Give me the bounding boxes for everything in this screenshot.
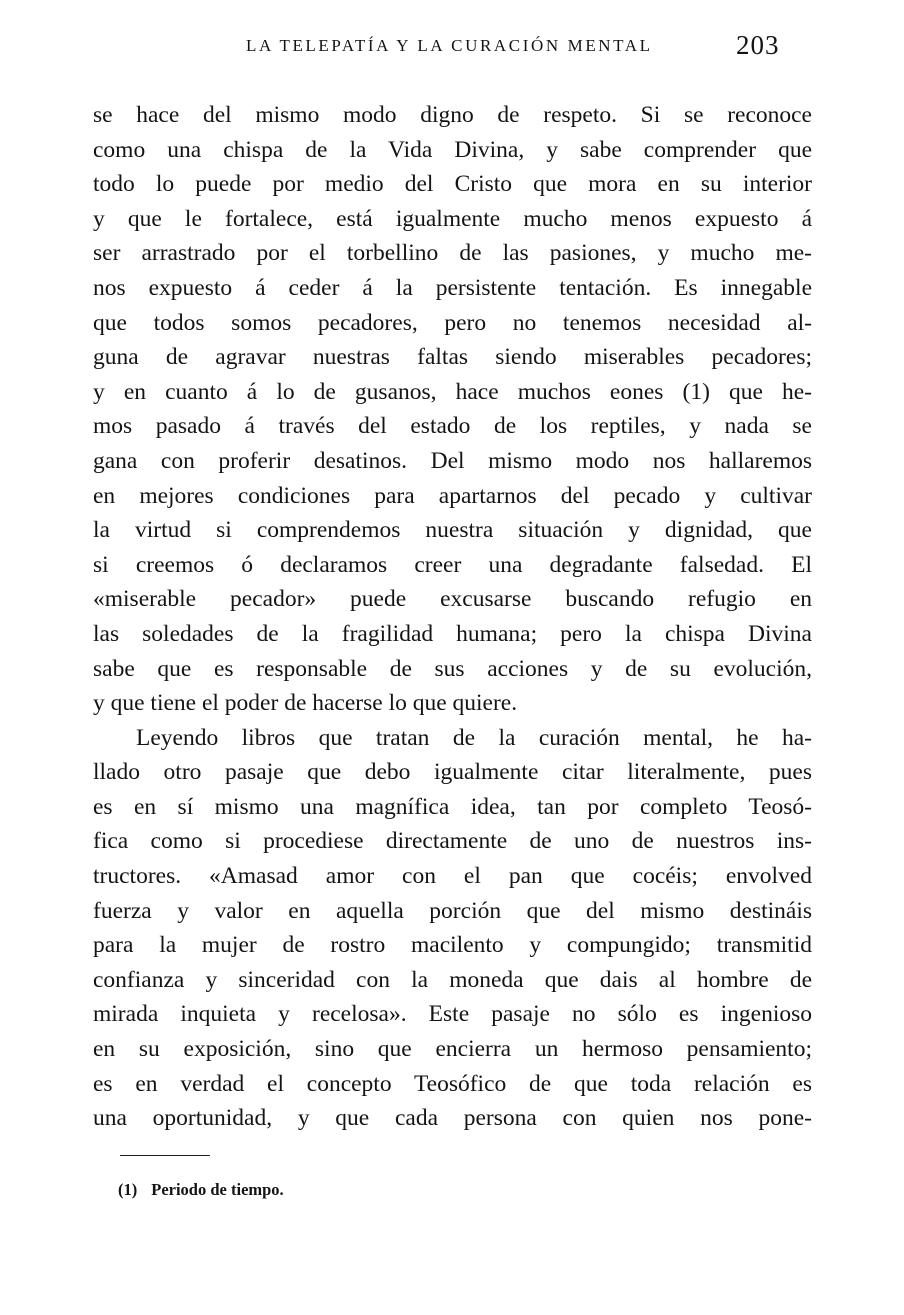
text-line: sabe que es responsable de sus acciones y de su evolución, [93, 655, 812, 682]
paragraph-end-line: y que tiene el poder de hacerse lo que quiere. [93, 690, 518, 717]
text-line: mirada inquieta y recelosa». Este pasaje no sólo es ingenioso [93, 1001, 812, 1028]
text-line: la virtud si comprendemos nuestra situación y dignidad, que [93, 517, 812, 544]
text-line: que todos somos pecadores, pero no tenemos necesidad al- [93, 309, 812, 336]
text-line: como una chispa de la Vida Divina, y sabe comprender que [93, 136, 812, 163]
text-line: «miserable pecador» puede excusarse buscando refugio en [93, 586, 812, 613]
text-line: tructores. «Amasad amor con el pan que cocéis; envolved [93, 863, 812, 890]
text-line: las soledades de la fragilidad humana; pero la chispa Divina [93, 620, 812, 647]
text-line: es en verdad el concepto Teosófico de que toda relación es [93, 1070, 812, 1097]
text-line: en mejores condiciones para apartarnos del pecado y cultivar [93, 482, 812, 509]
text-line: una oportunidad, y que cada persona con quien nos pone- [93, 1105, 812, 1132]
text-line: mos pasado á través del estado de los reptiles, y nada se [93, 413, 812, 440]
footnote [118, 1180, 284, 1200]
text-line: se hace del mismo modo digno de respeto. Si se reconoce [93, 102, 812, 128]
text-line: es en sí mismo una magnífica idea, tan por completo Teosó- [93, 793, 812, 820]
footnote-mark: (1) [118, 1180, 138, 1199]
text-line: todo lo puede por medio del Cristo que mora en su interior [93, 171, 812, 198]
text-line: si creemos ó declaramos creer una degradante falsedad. El [93, 551, 812, 578]
paragraph-start-line: Leyendo libros que tratan de la curación mental, he ha- [136, 724, 812, 751]
footnote-divider [120, 1155, 210, 1156]
text-line: para la mujer de rostro macilento y compungido; transmitid [93, 932, 812, 959]
text-line: fuerza y valor en aquella porción que del mismo destináis [93, 897, 812, 924]
text-line: fica como si procediese directamente de uno de nuestros ins- [93, 828, 812, 855]
text-line: y en cuanto á lo de gusanos, hace muchos eones (1) que he- [93, 378, 812, 405]
text-line: nos expuesto á ceder á la persistente tentación. Es innegable [93, 274, 812, 301]
text-line: gana con proferir desatinos. Del mismo modo nos hallaremos [93, 447, 812, 474]
page-number: 203 [736, 30, 780, 60]
text-line: y que le fortalece, está igualmente mucho menos expuesto á [93, 205, 812, 232]
running-title: LA TELEPATÍA Y LA CURACIÓN MENTAL [246, 36, 653, 55]
text-line: llado otro pasaje que debo igualmente citar literalmente, pues [93, 759, 812, 786]
text-line: confianza y sinceridad con la moneda que dais al hombre de [93, 966, 812, 993]
running-head [0, 30, 904, 64]
text-line: guna de agravar nuestras faltas siendo miserables pecadores; [93, 344, 812, 371]
footnote-text: Periodo de tiempo. [151, 1180, 284, 1199]
body-text [93, 98, 812, 1136]
text-line: ser arrastrado por el torbellino de las pasiones, y mucho me- [93, 240, 812, 267]
text-line: en su exposición, sino que encierra un hermoso pensamiento; [93, 1036, 812, 1063]
